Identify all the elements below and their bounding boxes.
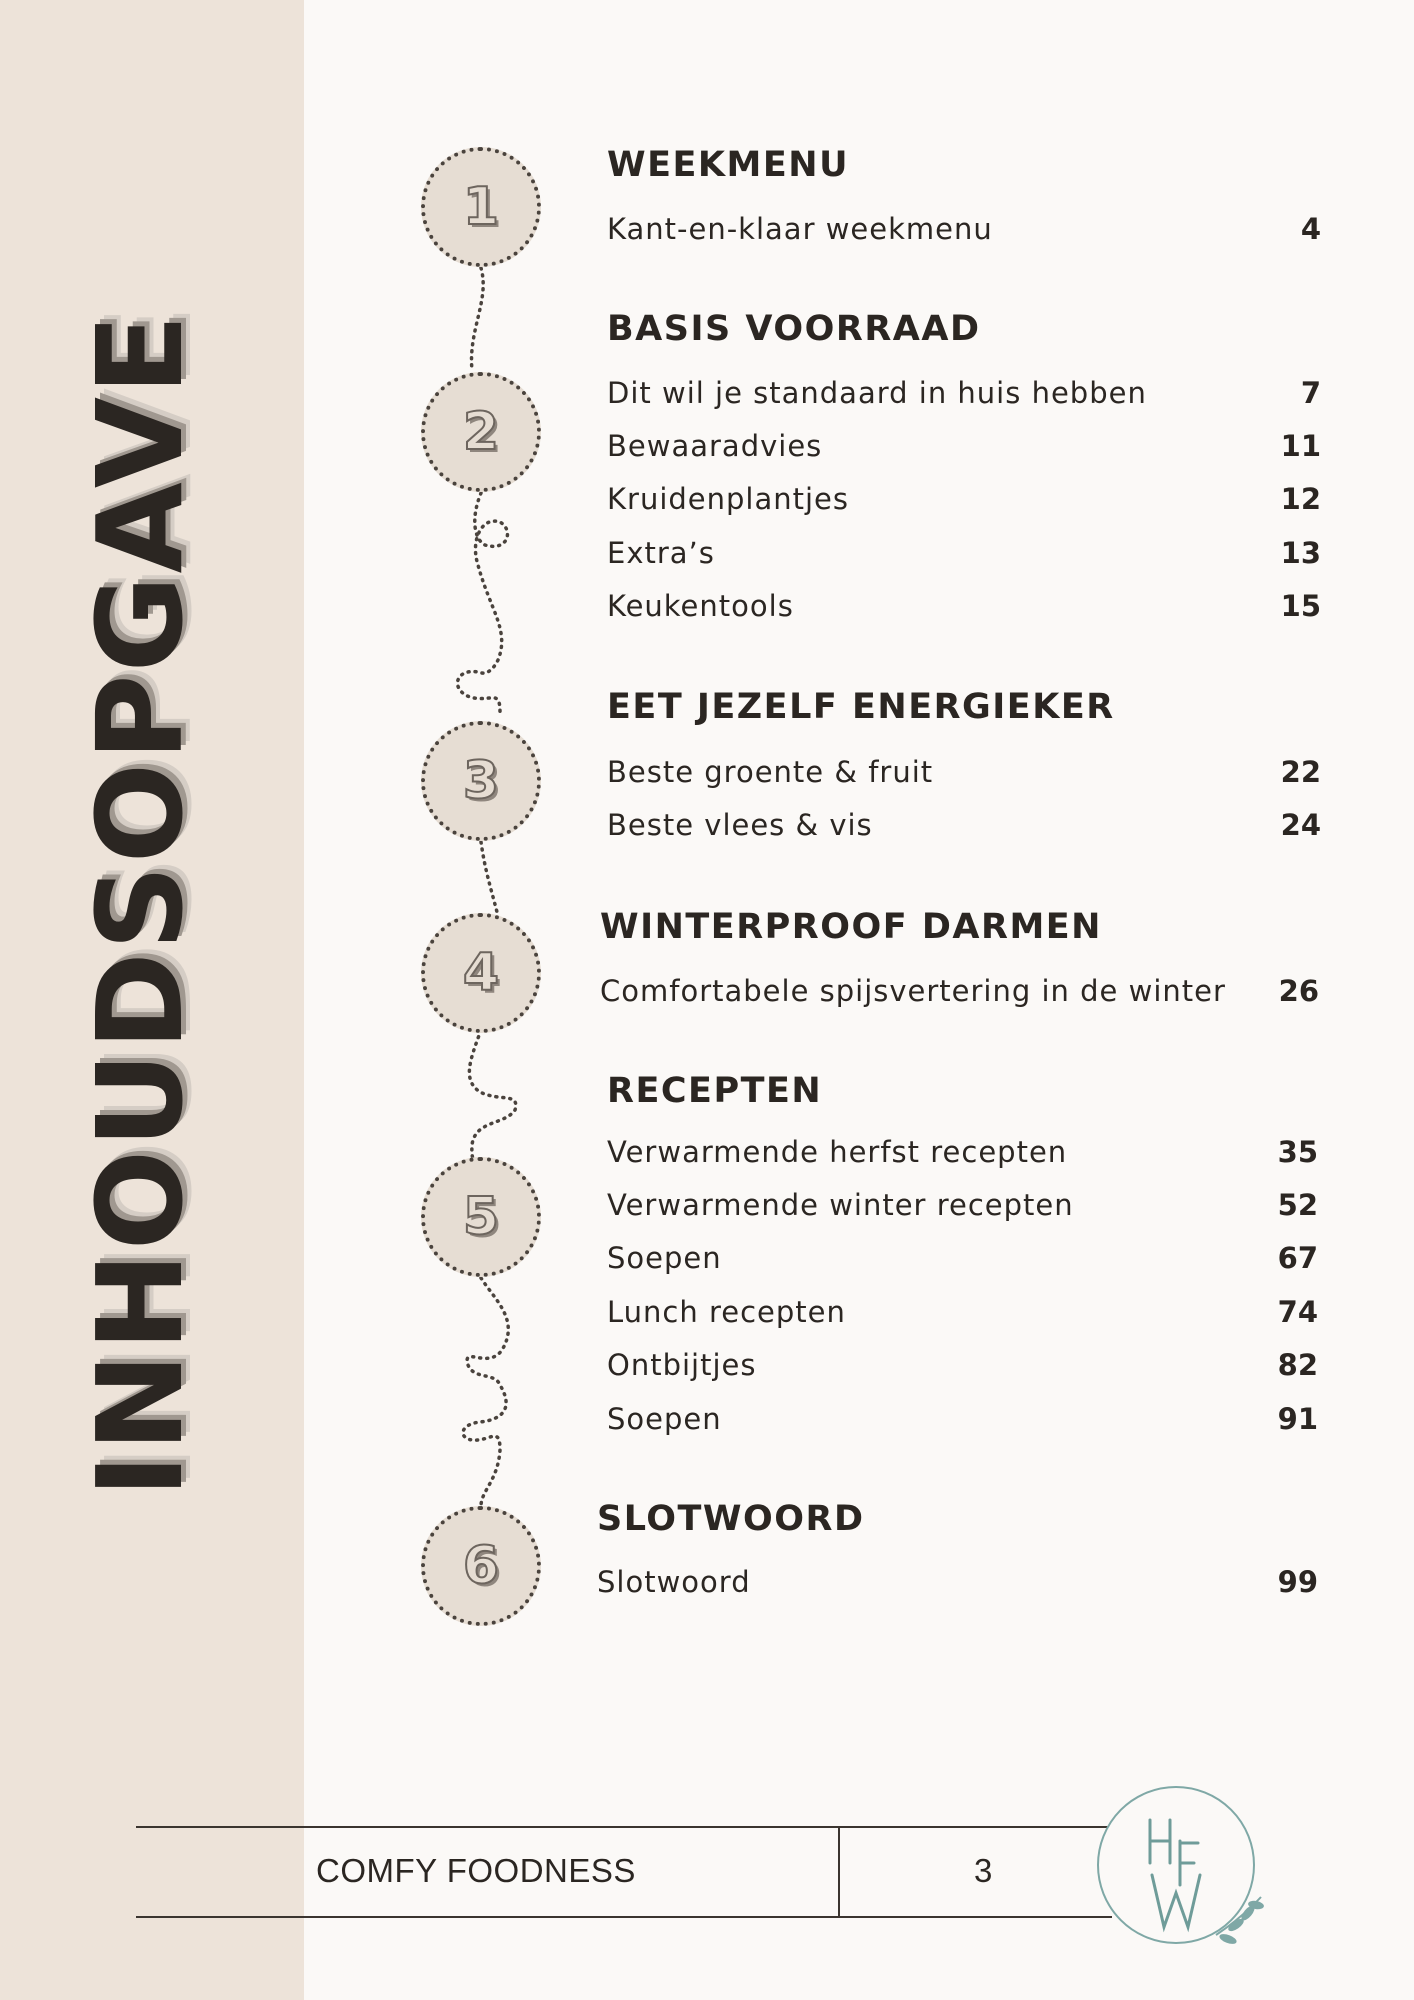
toc-entry-page: 67 (1277, 1241, 1318, 1275)
toc-entry-label: Verwarmende herfst recepten (607, 1135, 1068, 1169)
toc-entry[interactable] (607, 479, 1321, 519)
section-number-circle: 6 (421, 1506, 541, 1626)
toc-entry-label: Kruidenplantjes (607, 482, 850, 516)
section-number-circle: 1 (421, 147, 541, 267)
toc-entry-page: 4 (1300, 212, 1321, 246)
toc-entry-label: Slotwoord (597, 1565, 751, 1599)
toc-entry[interactable] (597, 1562, 1318, 1602)
section-heading: EET JEZELF ENERGIEKER (607, 687, 1115, 727)
toc-entry[interactable] (607, 1238, 1318, 1278)
toc-entry[interactable] (600, 971, 1319, 1011)
section-heading: WEEKMENU (607, 145, 849, 185)
toc-entry[interactable] (607, 1345, 1318, 1385)
toc-entry[interactable] (607, 1132, 1318, 1172)
footer-divider (838, 1826, 840, 1918)
toc-entry-label: Bewaaradvies (607, 429, 823, 463)
toc-entry[interactable] (607, 426, 1321, 466)
toc-entry-label: Soepen (607, 1241, 722, 1275)
footer-bottom-rule (136, 1916, 1112, 1918)
toc-entry-label: Ontbijtjes (607, 1348, 757, 1382)
toc-entry-label: Soepen (607, 1402, 722, 1436)
toc-entry-page: 35 (1277, 1135, 1318, 1169)
toc-entry-label: Lunch recepten (607, 1295, 846, 1329)
toc-entry-label: Extra’s (607, 536, 715, 570)
toc-entry[interactable] (607, 1185, 1318, 1225)
toc-entry[interactable] (607, 752, 1321, 792)
toc-entry-page: 91 (1277, 1402, 1318, 1436)
section-heading: BASIS VOORRAAD (607, 309, 981, 349)
section-number-circle: 3 (421, 721, 541, 841)
toc-entry-page: 13 (1280, 536, 1321, 570)
toc-entry-page: 24 (1280, 808, 1321, 842)
toc-entry-label: Comfortabele spijsvertering in de winter (600, 974, 1226, 1008)
toc-entry[interactable] (607, 373, 1321, 413)
toc-entry-page: 7 (1300, 376, 1321, 410)
section-number-circle: 4 (421, 913, 541, 1033)
toc-entry-label: Verwarmende winter recepten (607, 1188, 1074, 1222)
toc-entry[interactable] (607, 533, 1321, 573)
footer-top-rule (136, 1826, 1112, 1828)
section-heading: RECEPTEN (607, 1071, 823, 1111)
section-heading: SLOTWOORD (597, 1499, 865, 1539)
toc-entry-page: 26 (1278, 974, 1319, 1008)
footer-brand: COMFY FOODNESS (316, 1852, 636, 1889)
toc-entry-page: 99 (1277, 1565, 1318, 1599)
toc-entry-label: Dit wil je standaard in huis hebben (607, 376, 1147, 410)
toc-entry-page: 82 (1277, 1348, 1318, 1382)
section-number-circle: 2 (421, 372, 541, 492)
toc-entry-page: 12 (1280, 482, 1321, 516)
toc-entry[interactable] (607, 209, 1321, 249)
section-heading: WINTERPROOF DARMEN (600, 907, 1102, 947)
toc-entry-page: 22 (1280, 755, 1321, 789)
toc-entry-page: 11 (1280, 429, 1321, 463)
toc-entry-page: 74 (1277, 1295, 1318, 1329)
toc-entry-page: 15 (1280, 589, 1321, 623)
toc-entry-label: Beste groente & fruit (607, 755, 934, 789)
page-title: INHOUDSOPGAVE (71, 312, 209, 1498)
toc-entry-label: Beste vlees & vis (607, 808, 873, 842)
toc-entry[interactable] (607, 805, 1321, 845)
toc-entry[interactable] (607, 1399, 1318, 1439)
footer-page-number: 3 (974, 1852, 993, 1889)
toc-entry-label: Keukentools (607, 589, 794, 623)
toc-entry[interactable] (607, 1292, 1318, 1332)
toc-entry-page: 52 (1277, 1188, 1318, 1222)
section-number-circle: 5 (421, 1157, 541, 1277)
toc-entry-label: Kant-en-klaar weekmenu (607, 212, 993, 246)
brand-logo (1096, 1785, 1276, 1965)
toc-entry[interactable] (607, 586, 1321, 626)
